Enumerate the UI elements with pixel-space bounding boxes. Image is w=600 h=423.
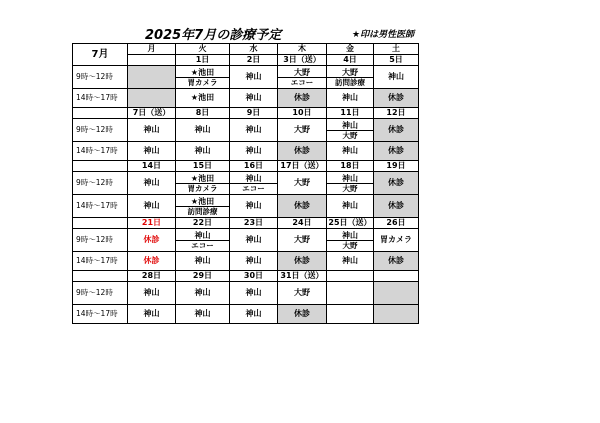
cell-w5-am-fri [327, 282, 374, 305]
slot-label-pm: 14時～17時 [73, 195, 128, 218]
cell-line: 大野 [327, 240, 373, 250]
cell-w5-date-thu: 31日（送） [278, 271, 327, 282]
cell-w4-date-sat: 26日 [374, 218, 419, 229]
header-row [73, 44, 419, 55]
date-row [73, 271, 419, 282]
page-title: 2025年7月の診療予定 [145, 28, 282, 43]
date-row-label [73, 218, 128, 229]
am-row [73, 66, 419, 89]
cell-line: エコー [230, 183, 277, 193]
cell-w2-am-fri [327, 119, 374, 142]
cell-w1-date-thu: 3日（送） [278, 55, 327, 66]
cell-w1-pm-thu: 休診 [278, 89, 327, 108]
cell-w4-pm-wed: 神山 [230, 252, 278, 271]
cell-w3-date-fri: 18日 [327, 161, 374, 172]
legend-note: ★印は男性医師 [352, 30, 415, 40]
cell-w2-am-tue: 神山 [176, 119, 230, 142]
cell-w1-pm-wed: 神山 [230, 89, 278, 108]
slot-label-pm: 14時～17時 [73, 305, 128, 324]
cell-w4-date-tue: 22日 [176, 218, 230, 229]
cell-line: 神山 [342, 230, 358, 240]
date-row-label [73, 108, 128, 119]
slot-label-pm: 14時～17時 [73, 252, 128, 271]
pm-row [73, 142, 419, 161]
cell-w2-pm-wed: 神山 [230, 142, 278, 161]
cell-w4-am-tue [176, 229, 230, 252]
cell-w5-date-fri [327, 271, 374, 282]
cell-w5-pm-wed: 神山 [230, 305, 278, 324]
slot-label-am: 9時～12時 [73, 66, 128, 89]
cell-w1-am-fri [327, 66, 374, 89]
cell-w4-date-thu: 24日 [278, 218, 327, 229]
cell-w3-pm-mon: 神山 [128, 195, 176, 218]
cell-w3-am-fri [327, 172, 374, 195]
cell-w5-am-mon: 神山 [128, 282, 176, 305]
pm-row [73, 89, 419, 108]
cell-w3-date-thu: 17日（送） [278, 161, 327, 172]
cell-w2-pm-tue: 神山 [176, 142, 230, 161]
cell-w4-pm-sat: 休診 [374, 252, 419, 271]
cell-line: 神山 [194, 230, 211, 240]
day-header-mon: 月 [128, 44, 176, 55]
am-row [73, 119, 419, 142]
day-header-thu: 木 [278, 44, 327, 55]
cell-line: エコー [176, 240, 229, 250]
slot-label-pm: 14時～17時 [73, 89, 128, 108]
day-header-wed: 水 [230, 44, 278, 55]
slot-label-am: 9時～12時 [73, 119, 128, 142]
cell-w4-am-fri [327, 229, 374, 252]
day-header-tue: 火 [176, 44, 230, 55]
cell-w2-date-wed: 9日 [230, 108, 278, 119]
day-header-sat: 土 [374, 44, 419, 55]
cell-w4-pm-mon: 休診 [128, 252, 176, 271]
cell-line: 大野 [327, 183, 373, 193]
cell-line: 大野 [342, 67, 358, 77]
cell-w3-pm-sat: 休診 [374, 195, 419, 218]
pm-row [73, 252, 419, 271]
cell-w4-am-thu: 大野 [278, 229, 327, 252]
cell-w1-pm-sat: 休診 [374, 89, 419, 108]
cell-w2-date-fri: 11日 [327, 108, 374, 119]
cell-w4-pm-tue: 神山 [176, 252, 230, 271]
cell-w3-date-tue: 15日 [176, 161, 230, 172]
month-label: 7月 [73, 44, 128, 66]
cell-w2-pm-fri: 神山 [327, 142, 374, 161]
cell-w4-am-sat: 胃カメラ [374, 229, 419, 252]
cell-line: 神山 [342, 173, 358, 183]
cell-w2-date-mon: 7日（送） [128, 108, 176, 119]
cell-line: 大野 [327, 130, 373, 140]
cell-w1-pm-fri: 神山 [327, 89, 374, 108]
cell-w2-pm-sat: 休診 [374, 142, 419, 161]
cell-w4-pm-fri: 神山 [327, 252, 374, 271]
date-row-label [73, 161, 128, 172]
cell-w1-am-thu [278, 66, 327, 89]
cell-w3-am-sat: 休診 [374, 172, 419, 195]
cell-w4-am-wed: 神山 [230, 229, 278, 252]
cell-w1-date-sat: 5日 [374, 55, 419, 66]
cell-w4-date-wed: 23日 [230, 218, 278, 229]
cell-w3-pm-fri: 神山 [327, 195, 374, 218]
cell-w2-am-sat: 休診 [374, 119, 419, 142]
am-row [73, 172, 419, 195]
cell-w2-pm-mon: 神山 [128, 142, 176, 161]
cell-w1-date-fri: 4日 [327, 55, 374, 66]
cell-w5-pm-tue: 神山 [176, 305, 230, 324]
slot-label-am: 9時～12時 [73, 229, 128, 252]
cell-w1-am-sat: 神山 [374, 66, 419, 89]
cell-w5-pm-sat [374, 305, 419, 324]
cell-w3-date-sat: 19日 [374, 161, 419, 172]
cell-w3-am-tue [176, 172, 230, 195]
cell-w4-date-mon: 21日 [128, 218, 176, 229]
cell-w1-pm-tue: ★池田 [176, 89, 230, 108]
cell-w5-date-tue: 29日 [176, 271, 230, 282]
am-row [73, 282, 419, 305]
cell-w2-date-thu: 10日 [278, 108, 327, 119]
cell-w5-am-sat [374, 282, 419, 305]
cell-w3-date-wed: 16日 [230, 161, 278, 172]
cell-w5-pm-mon: 神山 [128, 305, 176, 324]
cell-w3-pm-wed: 神山 [230, 195, 278, 218]
cell-w3-pm-tue [176, 195, 230, 218]
slot-label-am: 9時～12時 [73, 282, 128, 305]
cell-w2-am-thu: 大野 [278, 119, 327, 142]
cell-w4-date-fri: 25日（送） [328, 218, 372, 227]
cell-line: 大野 [294, 67, 310, 77]
date-row-label [73, 271, 128, 282]
cell-w5-am-tue: 神山 [176, 282, 230, 305]
cell-w4-am-mon: 休診 [128, 229, 176, 252]
cell-w2-date-sat: 12日 [374, 108, 419, 119]
slot-label-am: 9時～12時 [73, 172, 128, 195]
cell-line: 胃カメラ [176, 77, 229, 87]
cell-line: ★池田 [190, 173, 215, 183]
cell-w1-am-tue [176, 66, 230, 89]
slot-label-pm: 14時～17時 [73, 142, 128, 161]
cell-w5-date-sat [374, 271, 419, 282]
date-row [73, 108, 419, 119]
cell-line: 胃カメラ [176, 183, 229, 193]
cell-w5-am-wed: 神山 [230, 282, 278, 305]
date-row [73, 218, 419, 229]
date-row [73, 161, 419, 172]
cell-w2-am-wed: 神山 [230, 119, 278, 142]
cell-w1-am-wed: 神山 [230, 66, 278, 89]
cell-w2-pm-thu: 休診 [278, 142, 327, 161]
cell-line: ★池田 [190, 67, 215, 77]
am-row [73, 229, 419, 252]
pm-row [73, 305, 419, 324]
cell-w5-am-thu: 大野 [278, 282, 327, 305]
cell-line: 訪問診療 [327, 77, 373, 87]
cell-w5-pm-thu: 休診 [278, 305, 327, 324]
cell-w1-date-mon [128, 55, 176, 66]
cell-w5-pm-fri [327, 305, 374, 324]
cell-w2-am-mon: 神山 [128, 119, 176, 142]
cell-w3-pm-thu: 休診 [278, 195, 327, 218]
cell-w1-am-mon [128, 66, 176, 89]
cell-w4-pm-thu: 休診 [278, 252, 327, 271]
cell-line: エコー [278, 77, 326, 87]
cell-w1-pm-mon [128, 89, 176, 108]
cell-w5-date-wed: 30日 [230, 271, 278, 282]
cell-line: 神山 [245, 173, 262, 183]
cell-w3-am-thu: 大野 [278, 172, 327, 195]
cell-w3-date-mon: 14日 [128, 161, 176, 172]
cell-w1-date-wed: 2日 [230, 55, 278, 66]
pm-row [73, 195, 419, 218]
cell-line: 神山 [342, 120, 358, 130]
cell-w3-am-mon: 神山 [128, 172, 176, 195]
cell-line: 訪問診療 [176, 206, 229, 216]
day-header-fri: 金 [327, 44, 374, 55]
cell-w5-date-mon: 28日 [128, 271, 176, 282]
cell-w1-date-tue: 1日 [176, 55, 230, 66]
cell-w3-am-wed [230, 172, 278, 195]
cell-w2-date-tue: 8日 [176, 108, 230, 119]
schedule-table [72, 43, 419, 324]
cell-line: ★池田 [190, 196, 215, 206]
